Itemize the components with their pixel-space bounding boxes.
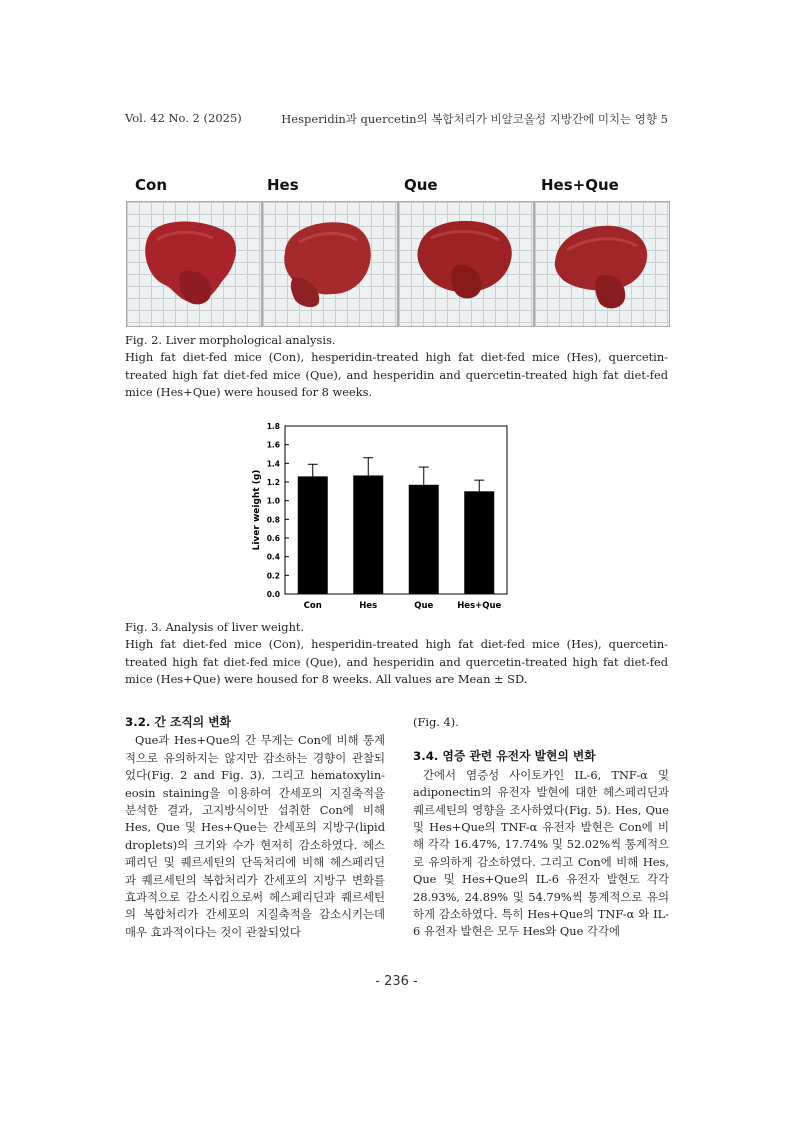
figure2-caption-body: High fat diet-fed mice (Con), hesperidin-treated high fat diet-fed mice (Hes), quercetin-treated high fat diet-fed mice (Que), and hesperidin and quercetin-treated high fat diet-fed mice (Hes+Que) were housed for 8 weeks. (125, 350, 668, 399)
photo-label-con: Con (135, 176, 167, 194)
bar-que (409, 485, 439, 594)
x-tick-label: Hes+Que (457, 601, 502, 611)
y-tick-label: 0.0 (266, 590, 280, 599)
figure2-caption-title: Fig. 2. Liver morphological analysis. (125, 333, 336, 347)
running-header-volume: Vol. 42 No. 2 (2025) (125, 111, 242, 125)
section-3-4-body: 간에서 염증성 사이토카인 IL-6, TNF-α 및 adiponectin의 유전자 발현에 대한 헤스페리딘과 퀘르세틴의 영향을 조사하였다(Fig. 5). Hes, Que 및 Hes+Que의 TNF-α 유전자 발현은 Con에 비해 각각 16.47%, 17.74% 및 52.02%씩 통계적으로 유의하게 감소하였다. 그리고 Con에 비해 Hes, Que 및 Hes+Que의 IL-6 유전자 발현도 각각 28.93%, 24.89% 및 54.79%씩 통계적으로 유의하게 감소하였다. 특히 Hes+Que의 TNF-α 와 IL-6 유전자 발현은 모두 Hes와 Que 각각에 (413, 767, 669, 939)
photo-label-hes: Hes (267, 176, 299, 194)
y-tick-label: 0.4 (266, 552, 280, 562)
right-column (413, 714, 669, 941)
page-number: - 236 - (375, 974, 418, 989)
section-3-2-heading: 3.2. 간 조직의 변화 (125, 715, 232, 729)
y-tick-label: 0.8 (266, 515, 280, 525)
photo-label-que: Que (404, 176, 438, 194)
x-tick-label: Con (303, 601, 322, 611)
liver-photo-hesque (534, 201, 670, 327)
figure2-caption (125, 332, 668, 401)
running-header-title: Hesperidin과 quercetin의 복합처리가 비알코올성 지방간에 미치는 영향 5 (281, 112, 668, 126)
liver-photo-con (126, 201, 262, 327)
liver-weight-chart-svg (245, 420, 515, 620)
y-tick-label: 1.4 (266, 459, 280, 469)
y-tick-label: 1.0 (266, 496, 280, 506)
x-tick-label: Hes (359, 601, 378, 611)
liver-photo-que (398, 201, 534, 327)
section-3-2-body: Que과 Hes+Que의 간 무게는 Con에 비해 통계적으로 유의하지는 않지만 감소하는 경향이 관찰되었다(Fig. 2 and Fig. 3). 그리고 hematoxylin-eosin staining을 이용하여 간세포의 지질축적을 분석한 결과, 고지방식이만 섭취한 Con에 비해 Hes, Que 및 Hes+Que는 간세포의 지방구(lipid droplets)의 크기와 수가 현저히 감소하였다. 헤스페리딘 및 퀘르세틴의 단독처리에 비해 헤스페리딘과 퀘르세틴의 복합처리가 간세포의 지방구 변화를 효과적으로 감소시킴으로써 헤스페리딘과 퀘르세틴의 복합처리가 간세포의 지질축적을 감소시키는데 매우 효과적이다는 것이 관찰되었다 (125, 733, 385, 939)
bar-con (298, 476, 328, 594)
photo-label-hesque: Hes+Que (541, 176, 619, 194)
liver-photo-hes (262, 201, 398, 327)
x-tick-label: Que (414, 601, 434, 611)
bar-hes (353, 475, 383, 594)
bar-hes-que (464, 491, 494, 594)
figure3-caption-body: High fat diet-fed mice (Con), hesperidin-treated high fat diet-fed mice (Hes), quercetin-treated high fat diet-fed mice (Que), and hesperidin and quercetin-treated high fat diet-fed mice (Hes+Que) were housed for 8 weeks. All values are Mean ± SD. (125, 637, 668, 686)
y-axis-label: Liver weight (g) (252, 469, 262, 551)
figure3-caption (125, 619, 668, 688)
y-tick-label: 0.2 (266, 571, 280, 581)
liver-weight-chart (245, 420, 515, 620)
y-tick-label: 0.6 (266, 534, 280, 543)
y-tick-label: 1.2 (266, 478, 280, 487)
y-tick-label: 1.6 (266, 440, 280, 450)
section-3-2 (125, 714, 385, 941)
section-3-4-heading: 3.4. 염증 관련 유전자 발현의 변화 (413, 749, 596, 764)
figure3-caption-title: Fig. 3. Analysis of liver weight. (125, 620, 305, 634)
y-tick-label: 1.8 (266, 422, 280, 431)
section-3-3-continuation: (Fig. 4). (413, 715, 459, 729)
